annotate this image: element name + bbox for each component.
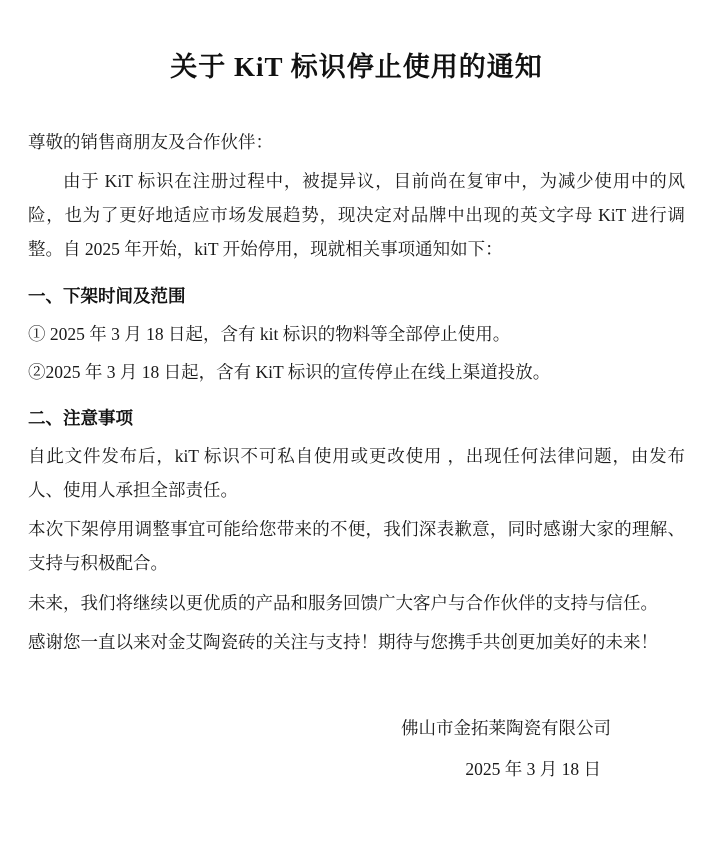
document-body <box>28 125 685 659</box>
section-one-heading: 一、下架时间及范围 <box>28 285 186 306</box>
notice-paragraph: 感谢您一直以来对金艾陶瓷砖的关注与支持！期待与您携手共创更加美好的未来！ <box>28 631 658 652</box>
notice-paragraph: 本次下架停用调整事宜可能给您带来的不便，我们深表歉意，同时感谢大家的理解、支持与积极配合。 <box>28 519 685 574</box>
salutation: 尊敬的销售商朋友及合作伙伴： <box>28 132 273 153</box>
section-two-heading: 二、注意事项 <box>28 407 133 428</box>
signature-date: 2025 年 3 月 18 日 <box>465 758 601 779</box>
notice-paragraph: 未来，我们将继续以更优质的产品和服务回馈广大客户与合作伙伴的支持与信任。 <box>28 592 658 613</box>
signature-company: 佛山市金拓莱陶瓷有限公司 <box>401 717 611 738</box>
list-item: ②2025 年 3 月 18 日起，含有 KiT 标识的宣传停止在线上渠道投放。 <box>28 361 551 382</box>
page-title: 关于 KiT 标识停止使用的通知 <box>170 52 543 82</box>
signature-block <box>28 711 685 787</box>
notice-paragraph: 自此文件发布后，kiT 标识不可私自使用或更改使用 ，出现任何法律问题，由发布人、使用人承担全部责任。 <box>28 446 685 501</box>
list-item: ① 2025 年 3 月 18 日起，含有 kit 标识的物料等全部停止使用。 <box>28 323 511 344</box>
intro-paragraph: 由于 KiT 标识在注册过程中，被提异议，目前尚在复审中，为减少使用中的风险，也为了更好地适应市场发展趋势，现决定对品牌中出现的英文字母 KiT 进行调整。自 2025 年开始，kiT 开始停用，现就相关事项通知如下： <box>28 171 685 260</box>
